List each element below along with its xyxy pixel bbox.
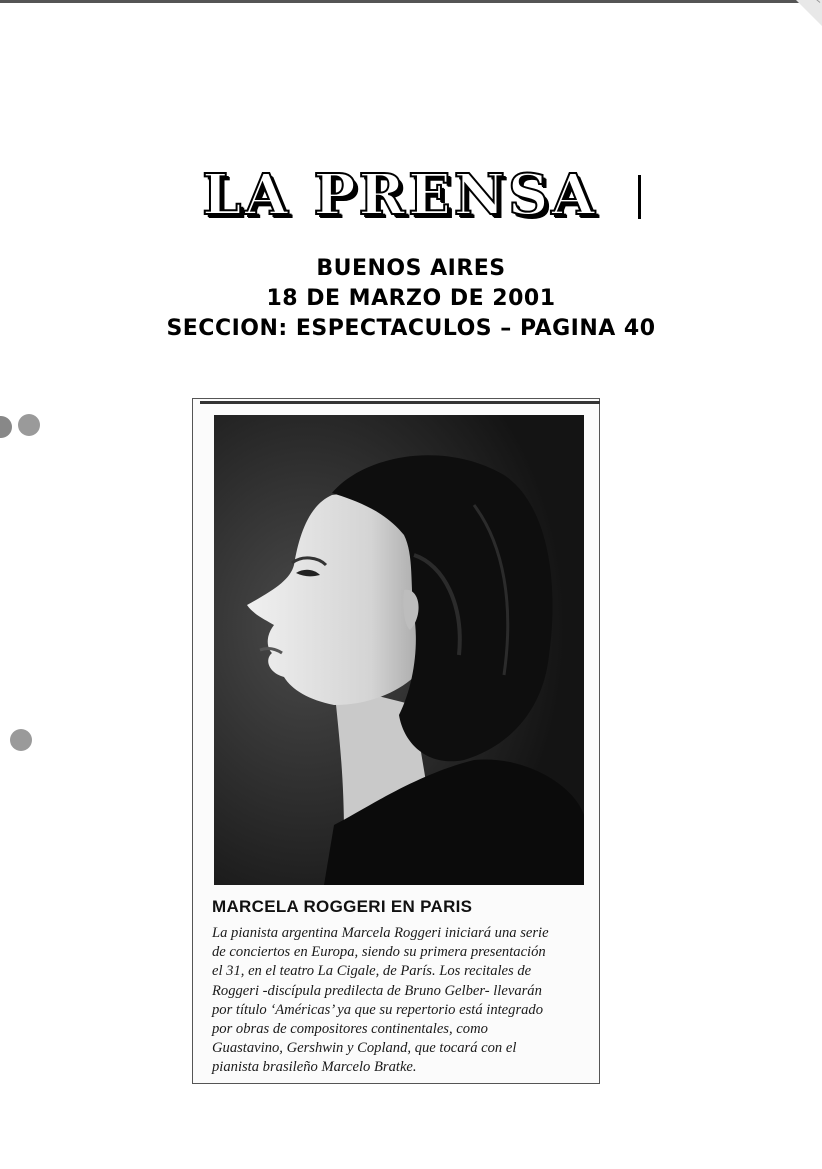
punch-hole <box>0 416 12 438</box>
masthead-rule <box>638 175 641 219</box>
newspaper-masthead <box>160 162 650 228</box>
article-title: MARCELA ROGGERI EN PARIS <box>212 897 473 916</box>
article-line: de conciertos en Europa, siendo su primera presentación <box>212 944 546 961</box>
portrait-photo <box>214 415 584 885</box>
article-line: Roggeri -discípula predilecta de Bruno Gelber- llevarán <box>212 982 542 999</box>
article-line: por obras de compositores continentales, como <box>212 1021 488 1038</box>
article-body <box>212 924 592 1078</box>
header-section: SECCION: ESPECTACULOS – PAGINA 40 <box>166 316 656 341</box>
page-corner-fold <box>796 0 822 26</box>
article-line: el 31, en el teatro La Cigale, de París. Los recitales de <box>212 963 532 980</box>
article-line: Guastavino, Gershwin y Copland, que tocará con el <box>212 1040 517 1057</box>
header-city: BUENOS AIRES <box>316 256 506 281</box>
punch-hole <box>10 729 32 751</box>
article-line: pianista brasileño Marcelo Bratke. <box>212 1059 417 1076</box>
article-line: La pianista argentina Marcela Roggeri iniciará una serie <box>212 925 549 941</box>
masthead-title: LA PRENSA <box>202 162 598 228</box>
header-date: 18 DE MARZO DE 2001 <box>266 286 556 311</box>
portrait-illustration <box>214 415 584 885</box>
page-top-border <box>0 0 822 3</box>
clipping-top-rule <box>200 401 600 404</box>
punch-hole <box>18 414 40 436</box>
article-line: por título ‘Américas’ ya que su repertorio está integrado <box>212 1001 544 1018</box>
